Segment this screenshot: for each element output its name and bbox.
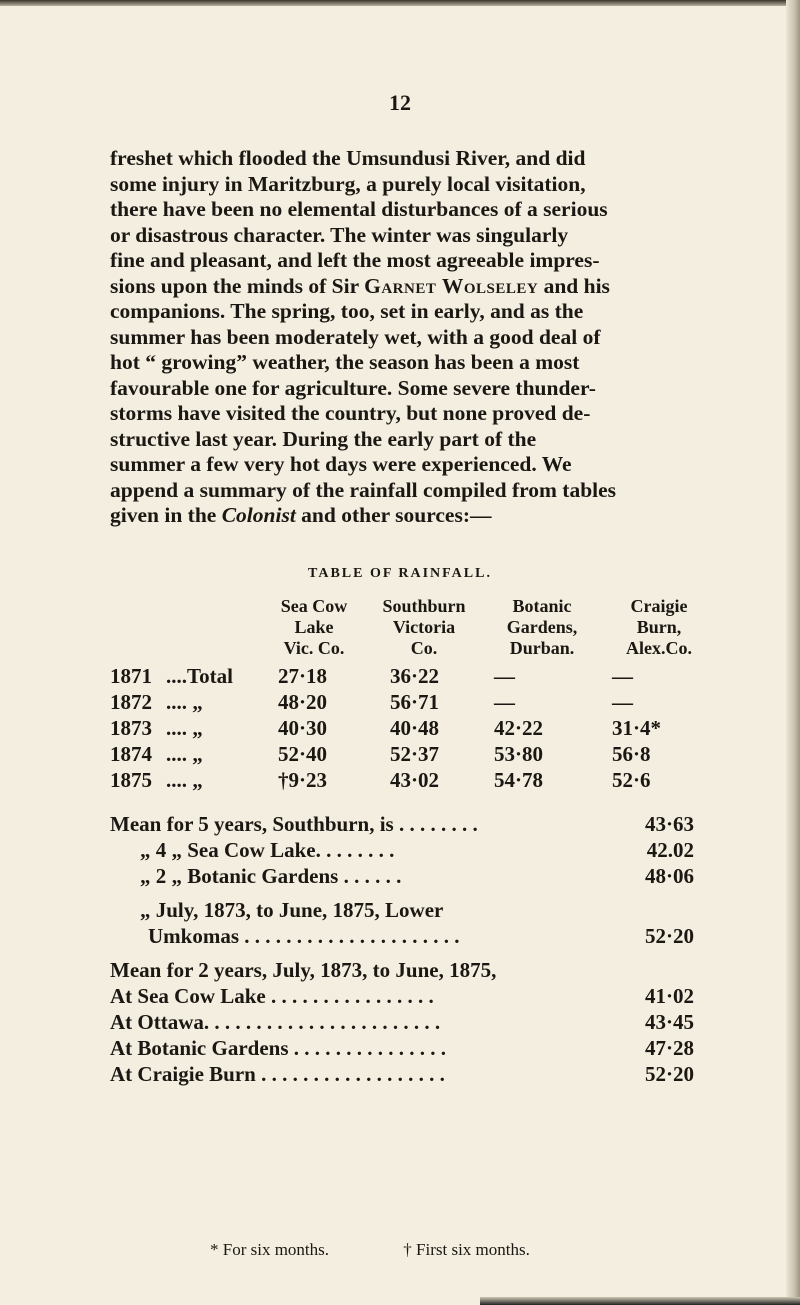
paragraph-line xyxy=(110,503,702,529)
paragraph-line: freshet which flooded the Umsundusi River, and did xyxy=(110,146,586,170)
paragraph-line: there have been no elemental disturbances of a serious xyxy=(110,197,608,221)
cell-value: †9·23 xyxy=(278,768,328,792)
cell-value: 36·22 xyxy=(390,664,440,688)
cell-value: 52·37 xyxy=(390,742,440,766)
mean-line xyxy=(110,958,702,984)
paragraph-line: summer has been moderately wet, with a good deal of xyxy=(110,324,601,349)
cell-value: 40·30 xyxy=(278,716,328,740)
cell-value: — xyxy=(612,690,633,714)
cell-value: 53·80 xyxy=(494,742,544,766)
mean-line xyxy=(110,924,702,950)
cell-value: 56·8 xyxy=(612,742,651,766)
mean-value: 47·28 xyxy=(644,1036,694,1060)
row-year: 1873 xyxy=(110,716,152,740)
cell-value: 52·40 xyxy=(278,742,328,766)
cell-value: 31·4* xyxy=(612,716,662,740)
paragraph-line: structive last year. During the early part of the xyxy=(110,426,537,451)
page-bottom-edge xyxy=(480,1297,800,1305)
cell-value: — xyxy=(612,664,633,688)
mean-value: 52·20 xyxy=(644,1062,694,1086)
mean-value: 52·20 xyxy=(644,924,694,948)
line-text: sions upon the minds of Sir xyxy=(110,273,365,298)
table-row xyxy=(110,664,702,690)
table-row xyxy=(110,742,702,768)
paragraph-line: or disastrous character. The winter was singularly xyxy=(110,222,569,247)
row-year: 1875 xyxy=(110,768,152,792)
mean-value: 41·02 xyxy=(644,984,694,1008)
person-name: Garnet Wolseley xyxy=(364,273,539,298)
mean-line xyxy=(110,1010,702,1036)
row-label: ....Total xyxy=(166,664,233,688)
mean-line xyxy=(110,1036,702,1062)
footnote-dagger: † First six months. xyxy=(403,1240,530,1259)
row-year: 1872 xyxy=(110,690,152,714)
cell-value: 52·6 xyxy=(612,768,651,792)
paragraph-line: companions. The spring, too, set in early, and as the xyxy=(110,299,584,323)
mean-line xyxy=(110,812,702,838)
cell-value: 40·48 xyxy=(390,716,440,740)
mean-label: Mean for 5 years, Southburn, is . . . . . . . . xyxy=(110,812,478,836)
mean-label: At Sea Cow Lake . . . . . . . . . . . . . . . . xyxy=(110,984,434,1008)
mean-label: „ 4 „ Sea Cow Lake. . . . . . . . xyxy=(140,838,395,862)
mean-value: 43·63 xyxy=(644,812,694,836)
column-header-sea-cow-lake: Sea Cow Lake Vic. Co. xyxy=(280,596,348,658)
column-header-southburn: Southburn Victoria Co. xyxy=(382,596,466,658)
body-paragraph xyxy=(110,146,702,529)
paragraph-line: storms have visited the country, but none proved de- xyxy=(110,401,591,425)
mean-label: „ July, 1873, to June, 1875, Lower xyxy=(140,898,444,922)
mean-value: 43·45 xyxy=(644,1010,694,1034)
table-row xyxy=(110,690,702,716)
row-year: 1874 xyxy=(110,742,152,766)
mean-line xyxy=(110,1062,702,1088)
row-year: 1871 xyxy=(110,664,152,688)
cell-value: 54·78 xyxy=(494,768,544,792)
mean-label: At Botanic Gardens . . . . . . . . . . . . . . . xyxy=(110,1036,446,1060)
mean-value: 48·06 xyxy=(644,864,694,888)
mean-line xyxy=(110,898,702,924)
table-row xyxy=(110,768,702,794)
paragraph-line: summer a few very hot days were experienced. We xyxy=(110,452,572,476)
mean-line xyxy=(110,984,702,1010)
table-title: TABLE OF RAINFALL. xyxy=(308,566,492,581)
mean-value: 42.02 xyxy=(646,838,694,862)
cell-value: 56·71 xyxy=(390,690,440,714)
paragraph-line: fine and pleasant, and left the most agreeable impres- xyxy=(110,248,600,272)
column-header-botanic-gardens: Botanic Gardens, Durban. xyxy=(506,596,578,658)
column-header-craigie-burn: Craigie Burn, Alex.Co. xyxy=(626,596,692,658)
page-top-edge xyxy=(0,0,800,6)
cell-value: 27·18 xyxy=(278,664,328,688)
page-right-edge xyxy=(786,0,800,1305)
cell-value: — xyxy=(494,664,515,688)
row-label: .... „ xyxy=(166,716,203,740)
paragraph-line xyxy=(110,274,702,300)
line-text: given in the xyxy=(110,503,222,527)
mean-line xyxy=(110,864,702,890)
mean-line xyxy=(110,838,702,864)
mean-label: At Ottawa. . . . . . . . . . . . . . . . . . . . . . . xyxy=(110,1010,441,1034)
cell-value: — xyxy=(494,690,515,714)
table-row xyxy=(110,716,702,742)
cell-value: 42·22 xyxy=(494,716,544,740)
paragraph-line: hot “ growing” weather, the season has been a most xyxy=(110,350,580,374)
footnote-asterisk: * For six months. xyxy=(210,1240,330,1259)
page-number: 12 xyxy=(389,90,411,115)
mean-label: At Craigie Burn . . . . . . . . . . . . . . . . . . xyxy=(110,1062,445,1086)
row-label: .... „ xyxy=(166,742,203,766)
line-text: and other sources:— xyxy=(295,503,492,527)
paragraph-line: some injury in Maritzburg, a purely local visitation, xyxy=(110,171,586,196)
paragraph-line: favourable one for agriculture. Some severe thunder- xyxy=(110,375,596,400)
mean-label: Mean for 2 years, July, 1873, to June, 1875, xyxy=(110,958,497,982)
publication-title: Colonist xyxy=(221,503,296,527)
mean-label: „ 2 „ Botanic Gardens . . . . . . xyxy=(140,864,402,888)
line-text: and his xyxy=(538,273,610,298)
cell-value: 48·20 xyxy=(278,690,328,714)
cell-value: 43·02 xyxy=(390,768,440,792)
row-label: .... „ xyxy=(166,690,203,714)
paragraph-line: append a summary of the rainfall compiled from tables xyxy=(110,477,617,502)
mean-label: Umkomas . . . . . . . . . . . . . . . . . . . . . xyxy=(148,924,460,948)
footnotes xyxy=(210,1240,600,1260)
row-label: .... „ xyxy=(166,768,203,792)
